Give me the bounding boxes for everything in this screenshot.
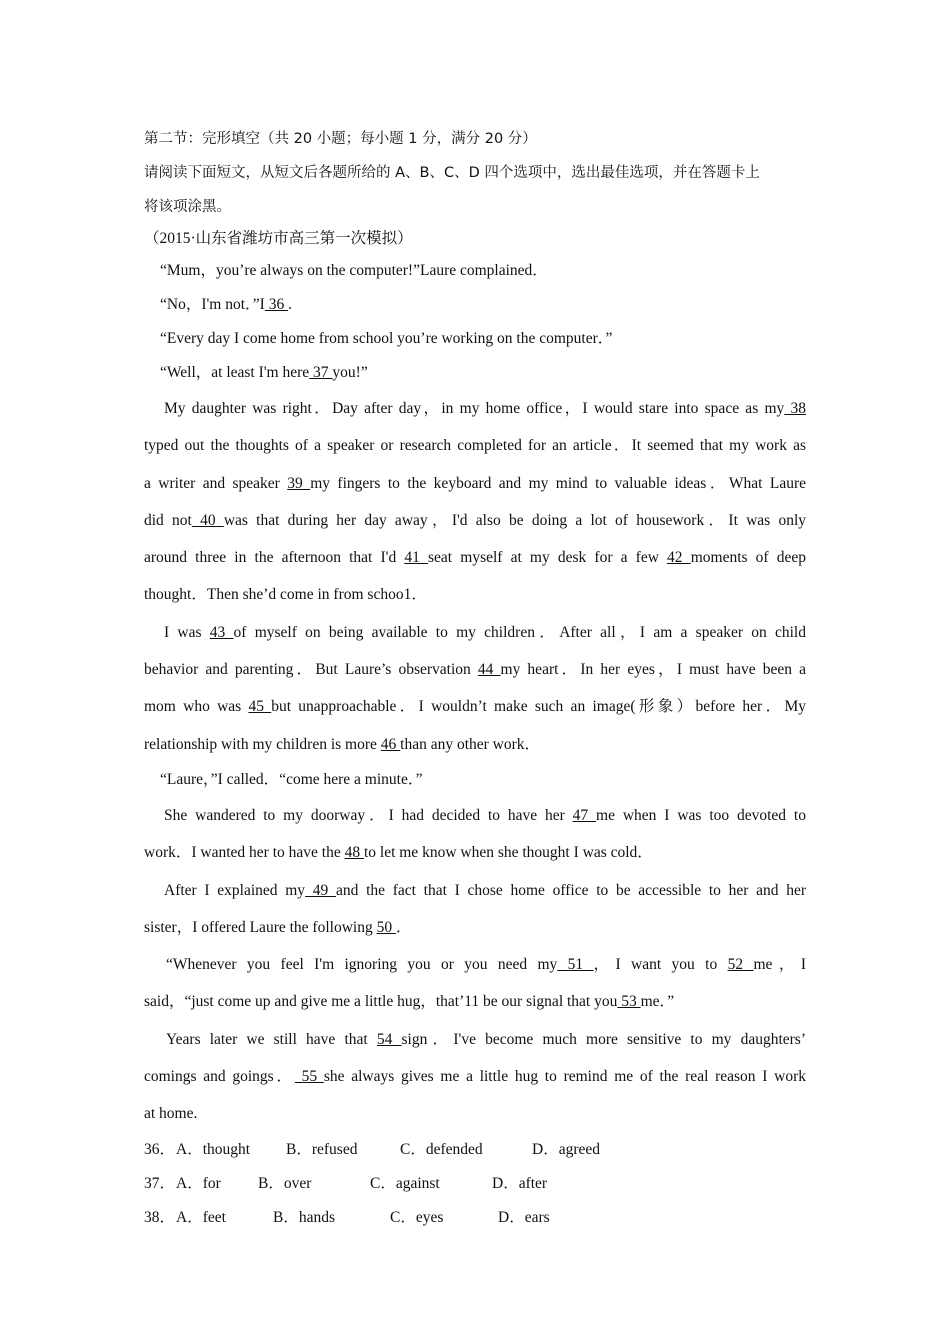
question-number: 38．: [144, 1208, 176, 1226]
option-a: A．thought: [176, 1140, 251, 1158]
blank-51: 51: [557, 956, 594, 974]
blank-55: 55: [294, 1068, 324, 1086]
question-row: [144, 1167, 806, 1201]
passage-line: “Whenever you feel I'm ignoring you or you need my 51 ，I want you to 52 me，I: [166, 956, 807, 974]
passage-line: said，“just come up and give me a little hug，that’11 be our signal that you 53 me．”: [144, 993, 675, 1011]
passage-line: “Well，at least I'm here 37 you!”: [160, 364, 368, 381]
blank-36: 36: [264, 296, 289, 313]
passage-line: mom who was 45 but unapproachable．I wouldn’t make such an image(形象）before her．My: [144, 698, 806, 716]
passage-line: After I explained my 49 and the fact that I chose home office to be accessible to her and her: [164, 881, 806, 899]
passage-line: “Laure，”I called．“come here a minute．”: [160, 770, 423, 788]
blank-54: 54: [376, 1030, 402, 1048]
blank-38: 38: [784, 400, 807, 417]
blank-41: 41: [404, 549, 429, 567]
blank-44: 44: [477, 661, 501, 679]
exam-page: [144, 122, 806, 1235]
instruction-line: 将该项涂黑。: [144, 199, 231, 215]
section-heading: 第二节：完形填空（共 20 小题；每小题 1 分，满分 20 分）: [144, 131, 537, 147]
passage-line: did not 40 was that during her day away，I'd also be doing a lot of housework．It was only: [144, 511, 806, 529]
blank-50: 50: [376, 918, 396, 936]
blank-42: 42: [667, 549, 691, 567]
option-d: D．agreed: [532, 1140, 600, 1158]
blank-45: 45: [248, 698, 272, 716]
passage-line: “Every day I come home from school you’re working on the computer．”: [160, 330, 613, 347]
blank-40: 40: [191, 511, 224, 529]
passage-line: She wandered to my doorway．I had decided to have her 47 me when I was too devoted to: [164, 806, 806, 824]
passage-line: a writer and speaker 39 my fingers to the keyboard and my mind to valuable ideas．What Laure: [144, 474, 807, 492]
question-number: 37．: [144, 1174, 176, 1192]
passage-line: “Mum，you’re always on the computer!”Laure complained．: [160, 262, 548, 279]
passage-line: sister，I offered Laure the following 50 ．: [144, 918, 412, 936]
passage-line: work．I wanted her to have the 48 to let me know when she thought I was cold．: [144, 844, 653, 862]
passage-line: Years later we still have that 54 sign．I've become much more sensitive to my daughters’: [166, 1030, 806, 1048]
option-c: C．against: [370, 1174, 440, 1192]
passage-line: around three in the afternoon that I'd 41 seat myself at my desk for a few 42 moments of deep: [144, 549, 806, 567]
passage-line: thought．Then she’d come in from schoo1．: [144, 586, 427, 604]
blank-43: 43: [209, 623, 234, 641]
blank-48: 48: [344, 844, 364, 862]
passage-line: relationship with my children is more 46 than any other work．: [144, 735, 541, 753]
passage-line: “No，I'm not．”I 36 .: [160, 296, 292, 313]
passage-line: at home.: [144, 1105, 198, 1123]
blank-46: 46: [380, 735, 401, 753]
blank-53: 53: [617, 993, 641, 1011]
option-a: A．for: [176, 1174, 221, 1192]
passage-line: My daughter was right．Day after day，in my home office，I would stare into space as my 38: [164, 400, 807, 417]
source-note: （2015·山东省潍坊市高三第一次模拟）: [144, 230, 413, 247]
option-a: A．feet: [176, 1208, 226, 1226]
blank-39: 39: [287, 474, 311, 492]
question-row: [144, 1201, 806, 1235]
option-d: D．ears: [498, 1208, 550, 1226]
question-number: 36．: [144, 1140, 176, 1158]
blank-49: 49: [305, 881, 336, 899]
passage-line: behavior and parenting．But Laure’s observation 44 my heart．In her eyes，I must have been a: [144, 661, 807, 679]
instruction-line: 请阅读下面短文，从短文后各题所给的 A、B、C、D 四个选项中，选出最佳选项，并在答题卡上: [144, 165, 760, 181]
blank-52: 52: [727, 956, 754, 974]
passage-line: typed out the thoughts of a speaker or research completed for an article．It seemed that my work as: [144, 437, 806, 455]
passage-line: I was 43 of myself on being available to my children．After all，I am a speaker on child: [164, 623, 806, 641]
passage-line: comings and goings． 55 she always gives me a little hug to remind me of the real reason I work: [144, 1068, 807, 1086]
question-row: [144, 1133, 806, 1167]
blank-37: 37: [309, 364, 333, 381]
option-c: C．eyes: [390, 1208, 444, 1226]
option-b: B．refused: [286, 1140, 358, 1158]
option-d: D．after: [492, 1174, 548, 1192]
blank-47: 47: [572, 806, 597, 824]
option-b: B．hands: [273, 1208, 336, 1226]
option-c: C．defended: [400, 1140, 483, 1158]
option-b: B．over: [258, 1174, 312, 1192]
